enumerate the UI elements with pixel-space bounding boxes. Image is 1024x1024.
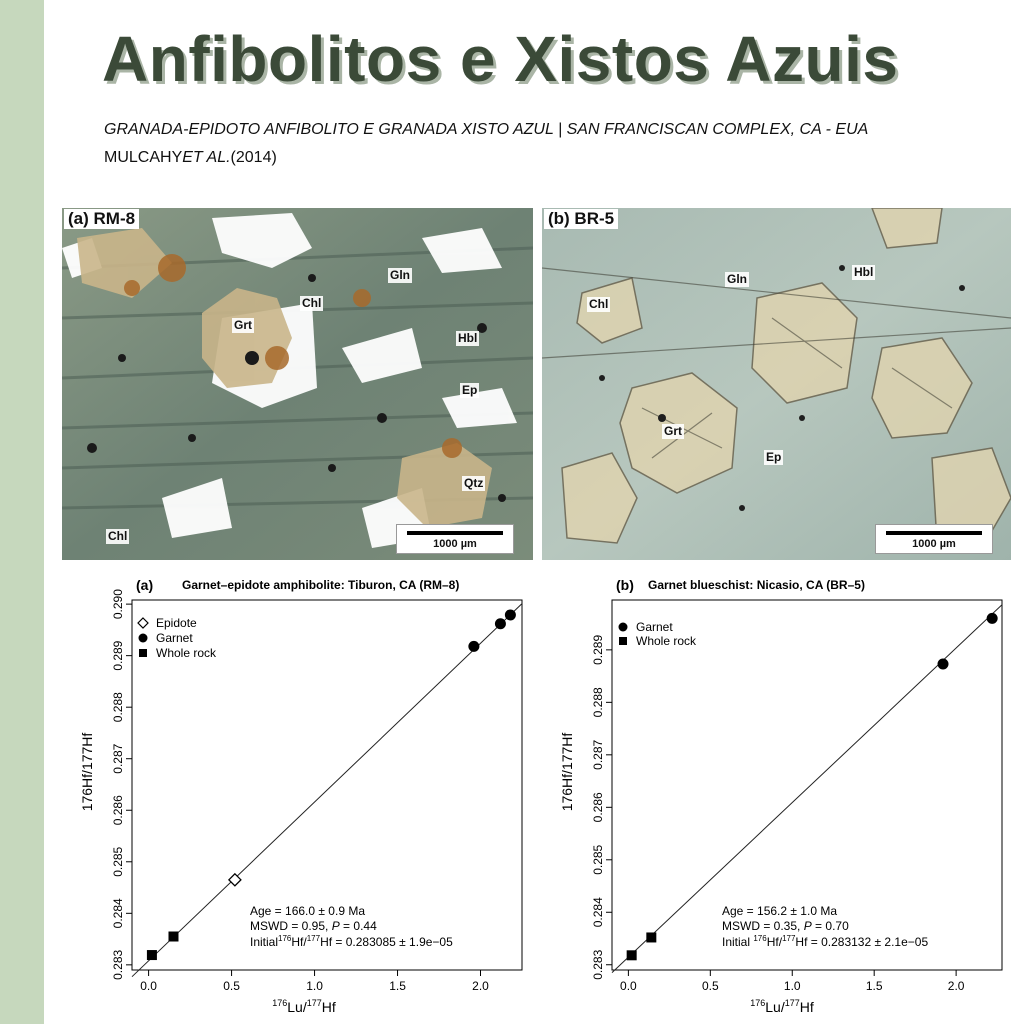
mswd-text: MSWD = 0.95, P = 0.44 xyxy=(250,919,377,933)
data-point-garnet xyxy=(938,659,949,670)
mineral-label: Grt xyxy=(234,318,252,332)
y-tick-label: 0.287 xyxy=(111,743,125,774)
data-point-whole-rock xyxy=(147,950,157,960)
mineral-label: Qtz xyxy=(464,476,484,490)
slide-subtitle: GRANADA-EPIDOTO ANFIBOLITO E GRANADA XISTO AZUL | SAN FRANCISCAN COMPLEX, CA - EUA xyxy=(104,121,869,138)
data-point-whole-rock xyxy=(627,950,637,960)
legend-item: Epidote xyxy=(156,616,197,630)
isochron-chart-b xyxy=(542,572,1012,1024)
legend-garnet-marker xyxy=(619,623,628,632)
stats-annotation xyxy=(722,904,928,949)
y-tick-label: 0.288 xyxy=(591,687,605,718)
mineral-label: Hbl xyxy=(458,331,478,345)
scale-bar xyxy=(875,524,993,554)
age-text: Age = 166.0 ± 0.9 Ma xyxy=(250,904,365,918)
photomicrograph-rm8 xyxy=(62,208,533,560)
citation xyxy=(104,149,277,167)
legend-garnet-marker xyxy=(139,634,148,643)
scale-bar-label: 1000 µm xyxy=(912,538,956,550)
y-tick-label: 0.290 xyxy=(111,589,125,620)
photomicrograph-br5-image xyxy=(542,208,1011,560)
legend-epidote-marker xyxy=(138,618,148,628)
x-tick-label: 2.0 xyxy=(472,979,489,993)
data-point-garnet xyxy=(987,613,998,624)
photo-label: (b) BR-5 xyxy=(544,209,618,229)
x-axis-label: $^{176}$Lu/$^{177}$Hf xyxy=(272,998,336,1015)
mswd-text: MSWD = 0.35, P = 0.70 xyxy=(722,919,849,933)
chart-panel-label: (a) xyxy=(136,577,154,593)
age-text: Age = 156.2 ± 1.0 Ma xyxy=(722,904,837,918)
scale-bar-line xyxy=(407,531,503,535)
isochron-chart-a-svg xyxy=(62,572,532,1024)
legend-wholerock-marker xyxy=(619,637,627,645)
x-tick-label: 1.0 xyxy=(783,979,801,993)
legend xyxy=(138,616,217,660)
y-tick-label: 0.285 xyxy=(591,844,605,875)
citation-year: (2014) xyxy=(230,149,277,166)
stats-annotation xyxy=(250,904,453,949)
data-point-garnet xyxy=(495,618,506,629)
legend-wholerock-marker xyxy=(139,649,147,657)
x-tick-label: 1.5 xyxy=(865,979,883,993)
legend xyxy=(619,620,698,648)
y-tick-label: 0.287 xyxy=(591,739,605,770)
initial-ratio-text: Initial $^{176}$Hf/$^{177}$Hf = 0.283132 ± 2.1e−05 xyxy=(722,934,929,949)
mineral-label: Ep xyxy=(766,450,782,464)
y-tick-label: 0.283 xyxy=(591,949,605,980)
x-tick-label: 0.0 xyxy=(620,979,637,993)
mineral-label: Hbl xyxy=(854,265,874,279)
citation-etal: ET AL. xyxy=(182,149,231,166)
x-tick-label: 0.0 xyxy=(140,979,157,993)
y-tick-label: 0.285 xyxy=(111,846,125,877)
data-point-garnet xyxy=(468,641,479,652)
data-point-whole-rock xyxy=(168,932,178,942)
mineral-label: Chl xyxy=(302,296,322,310)
isochron-chart-b-svg xyxy=(542,572,1012,1024)
photo-label: (a) RM-8 xyxy=(64,209,139,229)
data-point-whole-rock xyxy=(646,932,656,942)
y-tick-label: 0.284 xyxy=(111,898,125,929)
legend-item: Garnet xyxy=(156,631,193,645)
y-tick-label: 0.289 xyxy=(591,634,605,665)
initial-ratio-text: Initial$^{176}$Hf/$^{177}$Hf = 0.283085 ± 1.9e−05 xyxy=(250,934,453,949)
side-accent-bar xyxy=(0,0,44,1024)
isochron-chart-a xyxy=(62,572,532,1024)
mineral-label: Gln xyxy=(727,272,747,286)
mineral-label: Chl xyxy=(589,297,609,311)
citation-author: MULCAHY xyxy=(104,149,183,166)
y-tick-label: 0.284 xyxy=(591,897,605,928)
x-tick-label: 0.5 xyxy=(701,979,719,993)
chart-panel-label: (b) xyxy=(616,577,634,593)
mineral-label: Chl xyxy=(108,529,128,543)
y-tick-label: 0.286 xyxy=(591,792,605,823)
x-axis-label: $^{176}$Lu/$^{177}$Hf xyxy=(750,998,814,1015)
legend-item: Whole rock xyxy=(156,646,217,660)
photomicrograph-br5 xyxy=(542,208,1011,560)
mineral-label: Grt xyxy=(664,424,682,438)
scale-bar-line xyxy=(886,531,982,535)
x-tick-label: 1.5 xyxy=(389,979,406,993)
scale-bar-label: 1000 µm xyxy=(433,538,477,550)
y-tick-label: 0.289 xyxy=(111,640,125,671)
data-point-epidote xyxy=(229,874,241,886)
y-tick-label: 0.283 xyxy=(111,949,125,980)
chart-title: Garnet–epidote amphibolite: Tiburon, CA (RM–8) xyxy=(182,578,460,592)
chart-title: Garnet blueschist: Nicasio, CA (BR–5) xyxy=(648,578,865,592)
legend-item: Garnet xyxy=(636,620,673,634)
mineral-label: Ep xyxy=(462,383,478,397)
slide-title: Anfibolitos e Xistos Azuis xyxy=(102,23,899,95)
y-axis-label: 176Hf/177Hf xyxy=(79,732,95,812)
x-tick-label: 1.0 xyxy=(306,979,323,993)
y-tick-label: 0.286 xyxy=(111,795,125,826)
scale-bar xyxy=(396,524,514,554)
y-axis-label: 176Hf/177Hf xyxy=(559,732,575,812)
mineral-label: Gln xyxy=(390,268,410,282)
x-tick-label: 2.0 xyxy=(947,979,965,993)
data-point-garnet xyxy=(505,609,516,620)
legend-item: Whole rock xyxy=(636,634,697,648)
y-tick-label: 0.288 xyxy=(111,692,125,723)
x-tick-label: 0.5 xyxy=(223,979,240,993)
